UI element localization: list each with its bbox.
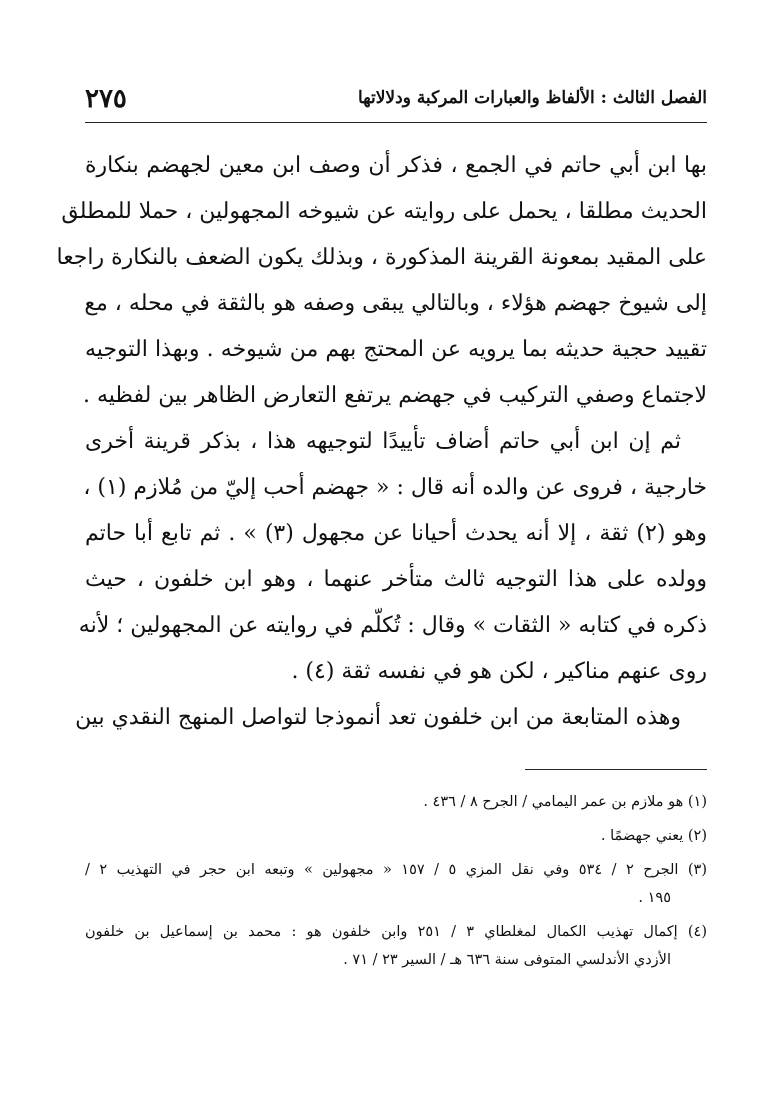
footnote-4-continuation: الأزدي الأندلسي المتوفى سنة ٦٣٦ هـ / السير ٢٣ / ٧١ .: [343, 952, 671, 968]
footnotes: [85, 788, 707, 974]
page-number: ٢٧٥: [85, 84, 127, 114]
page-header: [85, 82, 707, 123]
body-line: خارجية ، فروى عن والده أنه قال : « جهضم أحب إليّ من مُلازم (١) ،: [83, 475, 707, 500]
body-line: وولده على هذا التوجيه ثالث متأخر عنهما ، وهو ابن خلفون ، حيث: [85, 567, 707, 592]
body-line: على المقيد بمعونة القرينة المذكورة ، وبذلك يكون الضعف بالنكارة راجعا: [56, 245, 707, 270]
body-line: روى عنهم مناكير ، لكن هو في نفسه ثقة (٤) .: [291, 659, 707, 684]
footnote-2: (٢) يعني جهضمًا .: [600, 828, 707, 844]
body-line: الحديث مطلقا ، يحمل على روايته عن شيوخه المجهولين ، حملا للمطلق: [61, 199, 707, 224]
book-page: [56, 82, 708, 1082]
footnote-3: (٣) الجرح ٢ / ٥٣٤ وفي نقل المزي ٥ / ١٥٧ « مجهولين » وتبعه ابن حجر في التهذيب ٢ /: [85, 862, 708, 878]
footnote-4: (٤) إكمال تهذيب الكمال لمغلطاي ٣ / ٢٥١ وابن خلفون هو : محمد بن إسماعيل بن خلفون: [85, 924, 707, 940]
footnote-separator: [525, 769, 707, 770]
body-line: تقييد حجية حديثه بما يرويه عن المحتج بهم من شيوخه . وبهذا التوجيه: [85, 337, 707, 362]
footnote-3-continuation: ١٩٥ .: [638, 890, 671, 906]
body-line: ذكره في كتابه « الثقات » وقال : تُكلّم في روايته عن المجهولين ؛ لأنه: [78, 613, 707, 638]
body-line: بها ابن أبي حاتم في الجمع ، فذكر أن وصف ابن معين لجهضم بنكارة: [85, 153, 707, 178]
body-line: إلى شيوخ جهضم هؤلاء ، وبالتالي يبقى وصفه هو بالثقة في محله ، مع: [84, 291, 707, 316]
footnote-1: (١) هو ملازم بن عمر اليمامي / الجرح ٨ / ٤٣٦ .: [423, 794, 707, 810]
running-title: الفصل الثالث : الألفاظ والعبارات المركبة ودلالاتها: [357, 88, 707, 108]
body-text: [56, 143, 707, 741]
body-line: وهذه المتابعة من ابن خلفون تعد أنموذجا لتواصل المنهج النقدي بين: [75, 705, 681, 730]
body-line: وهو (٢) ثقة ، إلا أنه يحدث أحيانا عن مجهول (٣) » . ثم تابع أبا حاتم: [85, 521, 707, 546]
body-line: لاجتماع وصفي التركيب في جهضم يرتفع التعارض الظاهر بين لفظيه .: [83, 383, 707, 408]
body-line: ثم إن ابن أبي حاتم أضاف تأييدًا لتوجيهه هذا ، بذكر قرينة أخرى: [85, 429, 681, 454]
